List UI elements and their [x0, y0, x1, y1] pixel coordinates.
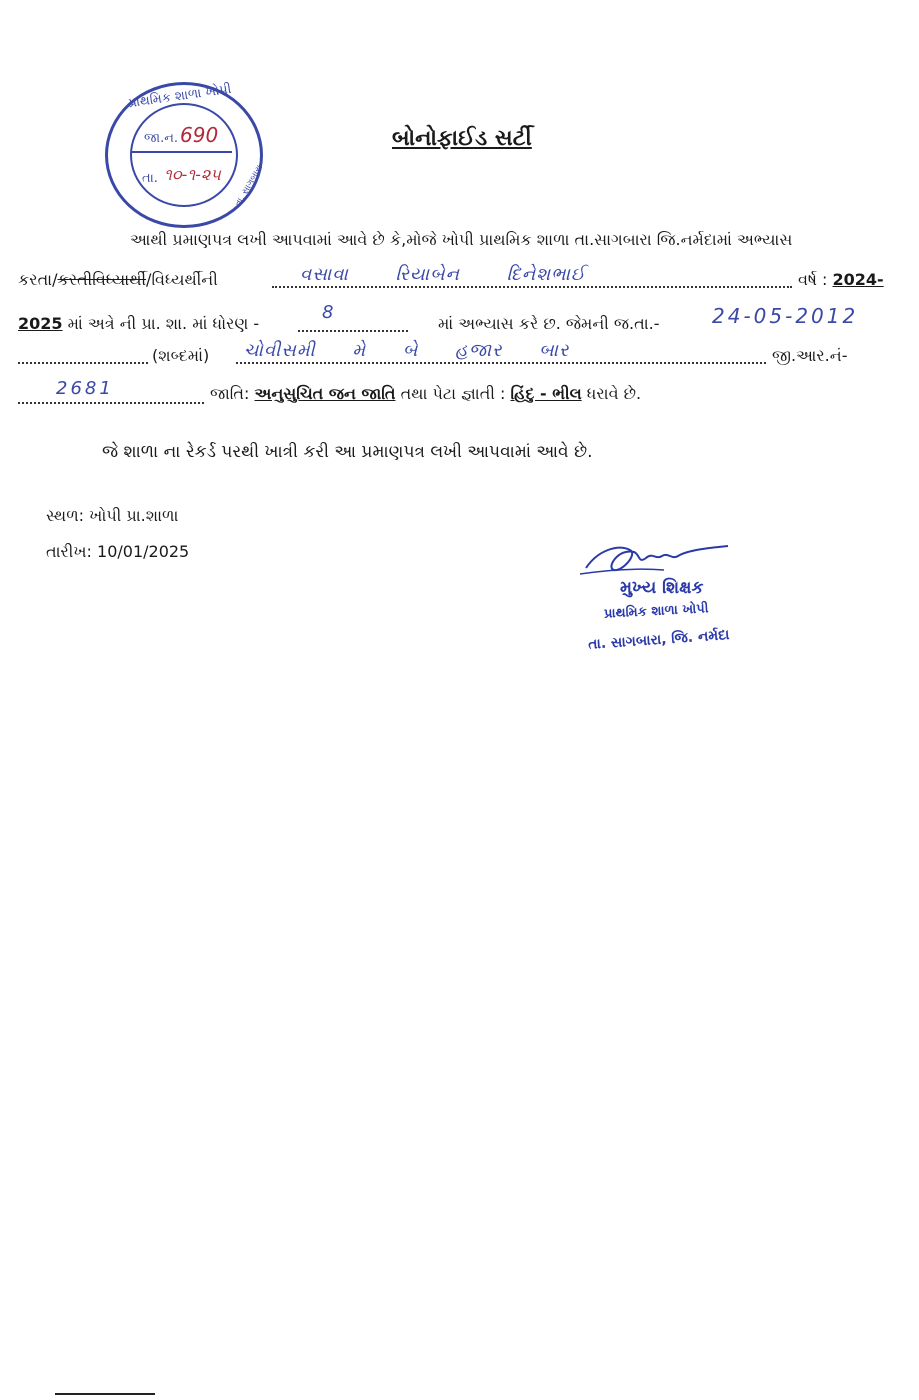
student-name: વસાવા રિયાબેન દિનેશભાઈ	[300, 264, 586, 285]
line3-after: માં અભ્યાસ કરે છ. જેમની જ.તા.-	[438, 314, 660, 333]
stamp-reg-number: 690	[180, 123, 219, 147]
caste-label: જાતિ:	[210, 384, 250, 403]
stamp-divider	[132, 151, 232, 153]
body-line-2	[18, 270, 218, 290]
stamp-arc-text: પ્રાથમિક શાળા ખોપી	[127, 81, 233, 112]
struck-option: કરતીવિધ્યાર્થી	[57, 270, 147, 289]
gr-dotted-line	[18, 402, 204, 404]
year-label: વર્ષ :	[798, 270, 828, 289]
gr-label: જી.આર.નં-	[772, 346, 848, 365]
stamp-date-value: ૧૦-૧-૨૫	[164, 165, 221, 184]
place-label: સ્થળ:	[46, 506, 85, 525]
caste-line	[210, 384, 641, 404]
document-title: બોનોફાઈડ સર્ટી	[392, 126, 532, 151]
standard-value: 8	[322, 302, 335, 323]
principal-school: પ્રાથમિક શાળા ખોપી	[603, 601, 709, 622]
date-label: તારીખ:	[46, 542, 92, 561]
subcaste-value: હિંદુ - ભીલ	[510, 384, 582, 403]
record-confirmation: જે શાળા ના રેકર્ડ પરથી ખાત્રી કરી આ પ્રમાણપત્ર લખી આપવામાં આવે છે.	[102, 442, 593, 462]
stamp-date-label: તા.	[142, 171, 158, 186]
stamp-reg-label: જા.ન.	[144, 131, 179, 146]
line2-prefix: કરતા/	[18, 270, 58, 289]
principal-signature	[578, 538, 738, 582]
stamp-side-text: તા. સાગબારા	[233, 163, 266, 209]
subcaste-label: તથા પેટા જ્ઞાતી :	[400, 384, 506, 403]
year-part-2: 2025	[18, 314, 63, 333]
year-part-1: 2024-	[832, 270, 884, 289]
principal-location: તા. સાગબારા, જિ. નર્મદા	[587, 627, 730, 653]
date-value: 10/01/2025	[97, 542, 190, 561]
standard-dotted-line	[298, 330, 408, 332]
caste-value: અનુસુચિત જન જાતિ	[254, 384, 396, 403]
subcaste-suffix: ધરાવે છે.	[586, 384, 642, 403]
school-stamp	[105, 81, 266, 228]
words-leading-dots	[18, 362, 148, 364]
place-field	[46, 506, 178, 526]
words-dotted-line	[236, 362, 766, 364]
date-field	[46, 542, 189, 562]
gr-number: 2681	[56, 378, 114, 399]
line2-mid: /વિધ્યર્થીની	[146, 270, 218, 289]
words-label: (શબ્દમાં)	[152, 346, 210, 365]
date-of-birth: 24-05-2012	[712, 304, 859, 328]
bottom-edge-line	[55, 1393, 155, 1395]
principal-title: મુખ્ય શિક્ષક	[620, 578, 704, 598]
body-line-3	[18, 314, 259, 334]
stamp-inner-ring	[130, 103, 238, 207]
name-dotted-line	[272, 286, 792, 288]
line3-mid: માં અત્રે ની પ્રા. શા. માં ધોરણ -	[67, 314, 260, 333]
place-value: ખોપી પ્રા.શાળા	[89, 506, 179, 525]
body-line-1: આથી પ્રમાણપત્ર લખી આપવામાં આવે છે કે,મોજે ખોપી પ્રાથમિક શાળા તા.સાગબારા જિ.નર્મદામાં અભ્યાસ	[130, 230, 793, 249]
dob-in-words: ચોવીસમી મે બે હજાર બાર	[244, 340, 570, 361]
year-field	[798, 270, 884, 290]
